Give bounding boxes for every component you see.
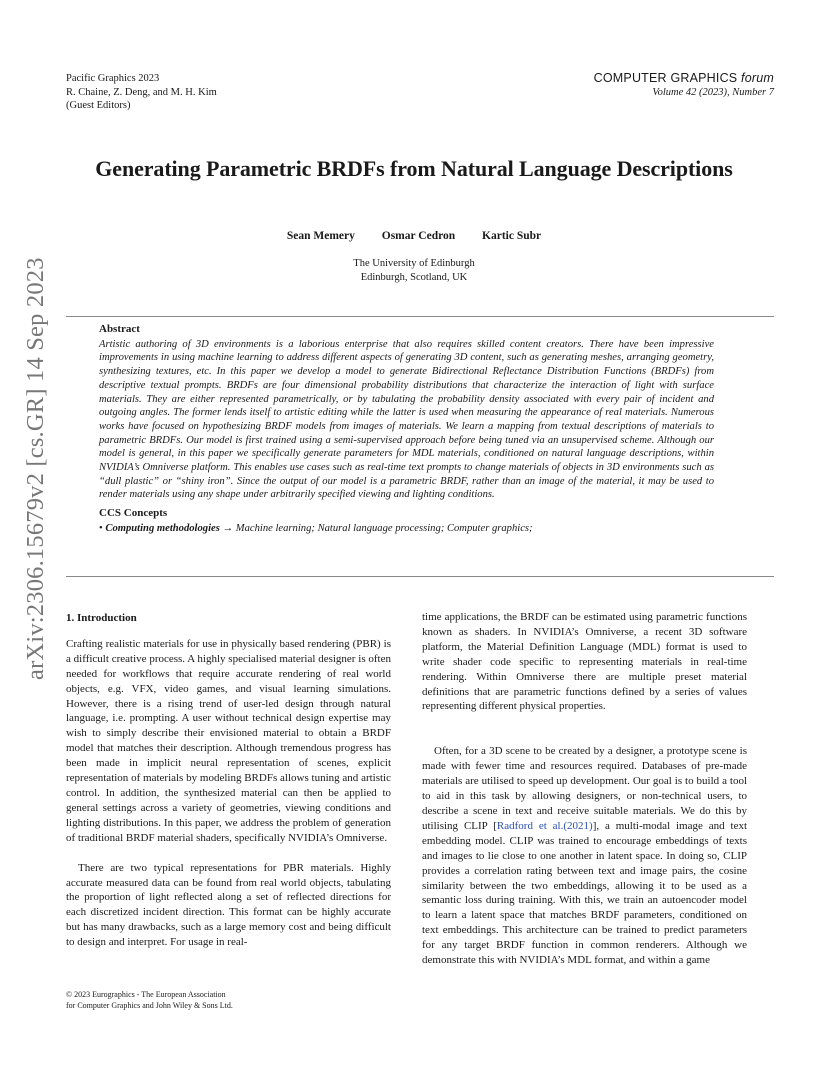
arxiv-stamp-text: arXiv:2306.15679v2 [cs.GR] 14 Sep 2023 (22, 257, 49, 680)
bottom-divider (66, 576, 774, 577)
copyright-line: © 2023 Eurographics - The European Association (66, 990, 226, 999)
copyright-footer (66, 990, 233, 1011)
paper-title: Generating Parametric BRDFs from Natural Language Descriptions (95, 156, 733, 181)
conference-name: Pacific Graphics 2023 (66, 73, 160, 84)
abstract-heading: Abstract (99, 323, 140, 335)
intro-paragraph-2: There are two typical representations for PBR materials. Highly accurate measured data can be found from real world objects, tabulating the proportion of light reflected along a set of reflected directions for each discretized incident direction. This format can be highly accurate but has many drawbacks, such as a large memory cost and being difficult to design and interpret. For usage in real- (66, 861, 391, 949)
journal-volume: Volume 42 (2023), Number 7 (652, 86, 774, 98)
intro-paragraph-1: Crafting realistic materials for use in physically based rendering (PBR) is a difficult creative process. A highly specialised material designer is often needed for workflows that require accurate rendering of real world objects, e.g. VFX, video games, and visual learning simulations. However, there is a rising trend of user-led design through natural language, i.e. prompting. A user without technical design expertise may wish to simply describe their envisioned material to obtain a BRDF model that matches their description. Although tremendous progress has been made in implicit neural representation of scenes, explicit representation of materials by modeling BRDFs allows tuning and artistic control. In addition, the synthesized material can then be applied to general settings across a variety of geometries, viewing conditions and lighting distributions. In this paper, we address the problem of generation of traditional BRDF material shaders, specifically NVIDIA’s Omniverse. (66, 637, 391, 844)
ccs-heading: CCS Concepts (99, 507, 168, 520)
affiliation-line: Edinburgh, Scotland, UK (360, 271, 468, 283)
guest-editors: R. Chaine, Z. Deng, and M. H. Kim (66, 86, 217, 98)
author-name: Sean Memery (286, 230, 355, 242)
journal-info (594, 72, 774, 99)
left-column (66, 611, 391, 950)
top-divider (66, 316, 774, 317)
ccs-concepts (99, 507, 714, 535)
abstract-text: Artistic authoring of 3D environments is a laborious enterprise that also requires skilled content creators. There have been impressive improvements in using machine learning to address different aspects of generating 3D content, such as generating meshes, arranging geometry, synthesizing textures, etc. In this paper we develop a model to generate Bidirectional Reflectance Distribution Functions (BRDFs) from descriptive textual prompts. BRDFs are four dimensional probability distributions that characterize the interaction of light with surface materials. They are either represented parametrically, or by tabulating the probability density associated with every pair of incident and outgoing angles. The former lends itself to artistic editing while the latter is used when measuring the appearance of real materials. Numerous works have focused on hypothesizing BRDF models from images of materials. We learn a mapping from textual descriptions of materials to parametric BRDFs. Our model is first trained using a semi-supervised approach before being tuned via an unsupervised scheme. Although our model is general, in this paper we specifically generate parameters for MDL materials, conditioned on natural language descriptions, within NVIDIA’s Omniverse platform. This enables use cases such as real-time text prompts to change materials of objects in 3D environments such as “dull plastic” or “shiny iron”. Since the output of our model is a parametric BRDF, rather than an image of the material, it may be used to render materials using any shape under arbitrarily specified viewing and lighting conditions. (99, 338, 714, 501)
affiliation (0, 257, 828, 284)
author-list (0, 230, 828, 242)
arxiv-stamp (18, 257, 54, 680)
section-heading: 1. Introduction (66, 612, 137, 624)
intro-paragraph-3: time applications, the BRDF can be estimated using parametric functions known as shaders. In NVIDIA’s Omniverse, a recent 3D software platform, the Material Definition Language (MDL) format is used to write shader code specific to representing materials in real-time rendering. Within Omniverse there are multiple preset material definitions that are parametric functions defined by a series of values representing different physical properties. (422, 611, 747, 713)
citation-link[interactable]: Radford et al.(2021) (496, 819, 593, 832)
ccs-line: • Computing methodologies → Machine learning; Natural language processing; Computer graphics; (99, 522, 533, 534)
ccs-category: Computing methodologies (105, 522, 220, 534)
copyright-line: for Computer Graphics and John Wiley & Sons Ltd. (66, 1000, 233, 1010)
author-name: Osmar Cedron (381, 230, 456, 242)
journal-name: COMPUTER GRAPHICS forum (593, 71, 774, 85)
conference-info (66, 72, 217, 113)
ccs-items: Machine learning; Natural language processing; Computer graphics; (235, 522, 533, 534)
abstract-block (99, 323, 714, 536)
right-column (422, 610, 747, 968)
affiliation-line: The University of Edinburgh (353, 258, 475, 269)
intro-paragraph-4: Often, for a 3D scene to be created by a designer, a prototype scene is made with fewer time and resources required. Databases of pre-made materials are utilised to speed up development. Our goal is to build a tool to aid in this task by allowing designers, or non-technical users, to describe a scene in text and receive suitable materials. We do this by utilising CLIP [Radford et al.(2021)], a multi-modal image and text embedding model. CLIP was trained to encourage embeddings of texts and images to lie close to one another in latent space. In doing so, CLIP provides a correlation rating between text and image pairs, the cosine similarity between the two embeddings, allowing it to be used as a semantic loss during training. With this, we train an autoencoder model to learn a latent space that matches BRDF parameters, conditioned on text embeddings. This architecture can be trained to predict parameters for any target BRDF function in common renderers. Although we demonstrate this with NVIDIA’s MDL format, and within a game (422, 745, 748, 967)
author-name: Kartic Subr (482, 230, 542, 242)
arrow-icon: → (222, 522, 234, 534)
guest-editors-role: (Guest Editors) (66, 100, 131, 111)
